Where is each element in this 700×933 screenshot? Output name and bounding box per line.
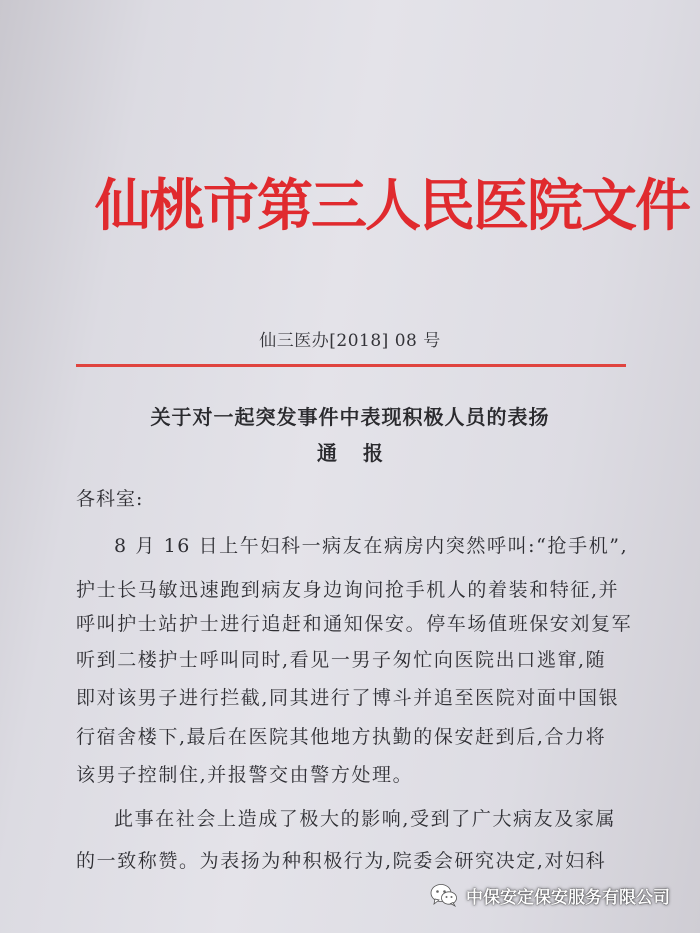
header-divider: [76, 364, 626, 367]
body-line: 护士长马敏迅速跑到病友身边询问抢手机人的着装和特征,并: [76, 579, 620, 601]
body-line: 呼叫护士站护士进行追赶和通知保安。停车场值班保安刘复军: [76, 613, 633, 635]
account-watermark: [424, 877, 676, 913]
body-line: 该男子控制住,并报警交由警方处理。: [76, 764, 414, 786]
document-number: 仙三医办[2018] 08 号: [259, 331, 441, 351]
wechat-icon: [430, 883, 458, 907]
notice-subtitle: 通报: [317, 441, 409, 465]
notice-title: 关于对一起突发事件中表现积极人员的表扬: [150, 405, 550, 429]
body-line: 行宿舍楼下,最后在医院其他地方执勤的保安赶到后,合力将: [76, 726, 607, 748]
body-line: 此事在社会上造成了极大的影响,受到了广大病友及家属: [114, 808, 617, 830]
body-line: 听到二楼护士呼叫同时,看见一男子匆忙向医院出口逃窜,随: [76, 649, 607, 671]
body-line: 即对该男子进行拦截,同其进行了博斗并追至医院对面中国银: [76, 687, 620, 709]
body-line: 8 月 16 日上午妇科一病友在病房内突然呼叫:“抢手机”,: [114, 535, 629, 557]
body-line: 的一致称赞。为表扬为种积极行为,院委会研究决定,对妇科: [76, 850, 607, 872]
document-header-title: 仙桃市第三人民医院文件: [95, 173, 689, 239]
watermark-text: 中保安定保安服务有限公司: [466, 887, 670, 908]
salutation: 各科室:: [76, 488, 144, 510]
